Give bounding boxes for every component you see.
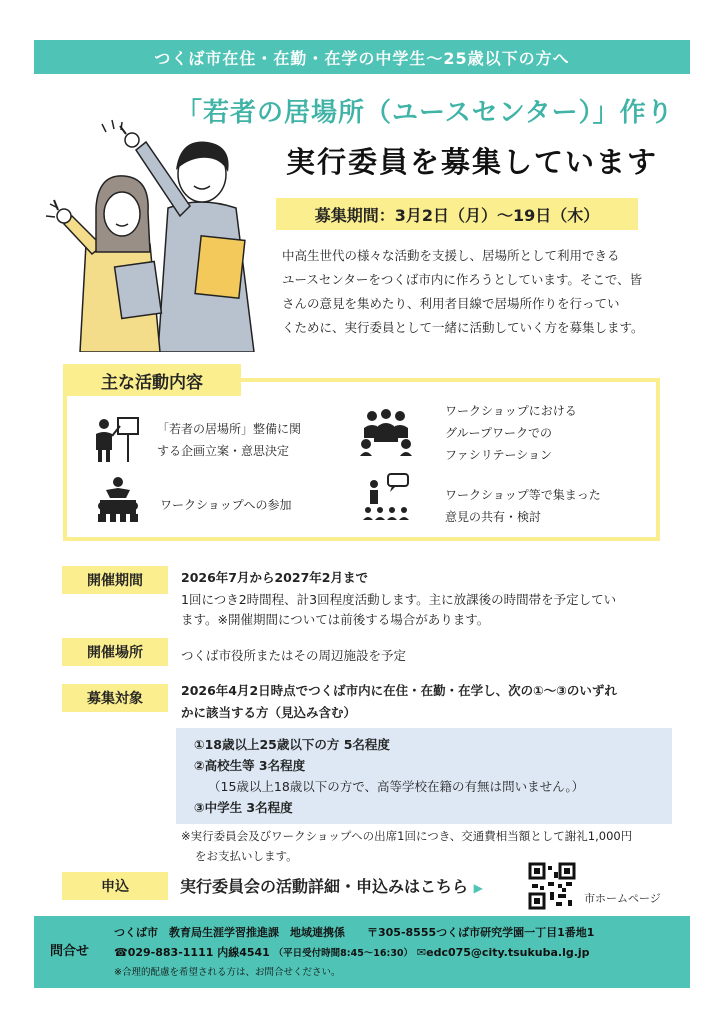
activity-line: グループワークでの: [445, 426, 553, 440]
contact-label: 問合せ: [50, 944, 90, 959]
period-details: [181, 590, 616, 630]
place-text: つくば市役所またはその周辺施設を予定: [181, 648, 407, 663]
activities-label-text: 主な活動内容: [101, 372, 203, 393]
recruit-period-text: 募集期間：3月2日（月）～19日（木）: [314, 205, 600, 225]
place-label: [62, 638, 168, 666]
intro-line: ユースセンターをつくば市内に作ろうとしています。そこで、皆: [282, 272, 643, 287]
target-label-text: 募集対象: [87, 691, 143, 707]
contact-note: ※合理的配慮を希望される方は、お問合せください。: [114, 967, 341, 978]
students-illustration: [40, 112, 272, 352]
target-list: [194, 734, 584, 818]
activities-label: [63, 364, 241, 396]
intro-line: くために、実行委員として一緒に活動していく方を募集します。: [282, 320, 644, 335]
activity-line: する企画立案・意思決定: [157, 444, 290, 458]
activity-line: ワークショップにおける: [445, 404, 577, 418]
target-item: ②高校生等 3名程度: [194, 758, 306, 773]
apply-label: [62, 872, 168, 900]
banner-text: つくば市在住・在勤・在学の中学生～25歳以下の方へ: [154, 48, 570, 68]
activity-line: 意見の共有・検討: [445, 510, 542, 524]
honorarium-note: [181, 826, 632, 866]
contact-footer: [34, 916, 690, 988]
activity-text: [160, 494, 292, 516]
target-headline-line: 2026年4月2日時点でつくば市内に在住・在勤・在学し、次の①～③のいずれ: [181, 683, 617, 698]
presenter-icon: [90, 414, 140, 464]
contact-hours: （平日受付時間8:45～16:30）: [273, 948, 414, 959]
apply-cta-text[interactable]: 実行委員会の活動詳細・申込みはこちら: [180, 877, 469, 896]
intro-paragraph: [282, 244, 698, 340]
target-item: ③中学生 3名程度: [194, 800, 293, 815]
target-list-box: [176, 728, 672, 824]
activity-line: ファシリテーション: [445, 448, 553, 462]
arrow-right-icon: ▶: [473, 881, 483, 895]
place-label-text: 開催場所: [87, 645, 143, 661]
group-work-icon: [358, 408, 414, 458]
note-line: ※実行委員会及びワークショップへの出席1回につき、交通費相当額として謝礼1,000円: [181, 829, 633, 843]
activity-line: ワークショップへの参加: [160, 498, 292, 512]
period-label: [62, 566, 168, 594]
apply-label-text: 申込: [101, 879, 129, 895]
recruit-period: [276, 198, 638, 230]
speech-audience-icon: [360, 472, 416, 524]
target-item-note: （15歳以上18歳以下の方で、高等学校在籍の有無は問いません。）: [208, 779, 585, 794]
target-label: [62, 684, 168, 712]
period-label-text: 開催期間: [87, 573, 143, 589]
contact-phone: ☎029-883-1111 内線4541: [114, 946, 270, 959]
intro-line: さんの意見を集めたり、利用者目線で居場所作りを行ってい: [282, 296, 620, 311]
activity-text: [157, 418, 301, 462]
contact-address: つくば市 教育局生涯学習推進課 地域連携係 〒305-8555つくば市研究学園一丁目1番地1: [114, 926, 595, 939]
intro-line: 中高生世代の様々な活動を支援し、居場所として利用できる: [282, 248, 620, 263]
period-line: 1回につき2時間程、計3回程度活動します。主に放課後の時間帯を予定してい: [181, 592, 617, 607]
activity-line: 「若者の居場所」整備に関: [157, 422, 302, 436]
qr-caption: 市ホームページ: [584, 892, 661, 905]
apply-link[interactable]: [180, 874, 483, 897]
target-headline: [181, 680, 617, 724]
activity-line: ワークショップ等で集まった: [445, 488, 601, 502]
main-title-line1: 「若者の居場所（ユースセンター）」作り: [176, 98, 674, 128]
note-line: をお支払いします。: [195, 849, 298, 863]
contact-email[interactable]: ✉edc075@city.tsukuba.lg.jp: [416, 946, 590, 959]
top-banner: [34, 40, 690, 74]
period-line: ます。※開催期間については前後する場合があります。: [181, 612, 490, 627]
main-title-line2: 実行委員を募集しています: [286, 145, 659, 179]
workshop-icon: [96, 476, 140, 522]
contact-line2: [114, 944, 590, 963]
activity-text: [445, 484, 601, 528]
target-item: ①18歳以上25歳以下の方 5名程度: [194, 737, 390, 752]
activity-text: [445, 400, 577, 466]
period-headline: 2026年7月から2027年2月まで: [181, 570, 368, 585]
target-headline-line: かに該当する方（見込み含む）: [181, 705, 357, 720]
qr-code-icon[interactable]: [528, 862, 576, 910]
